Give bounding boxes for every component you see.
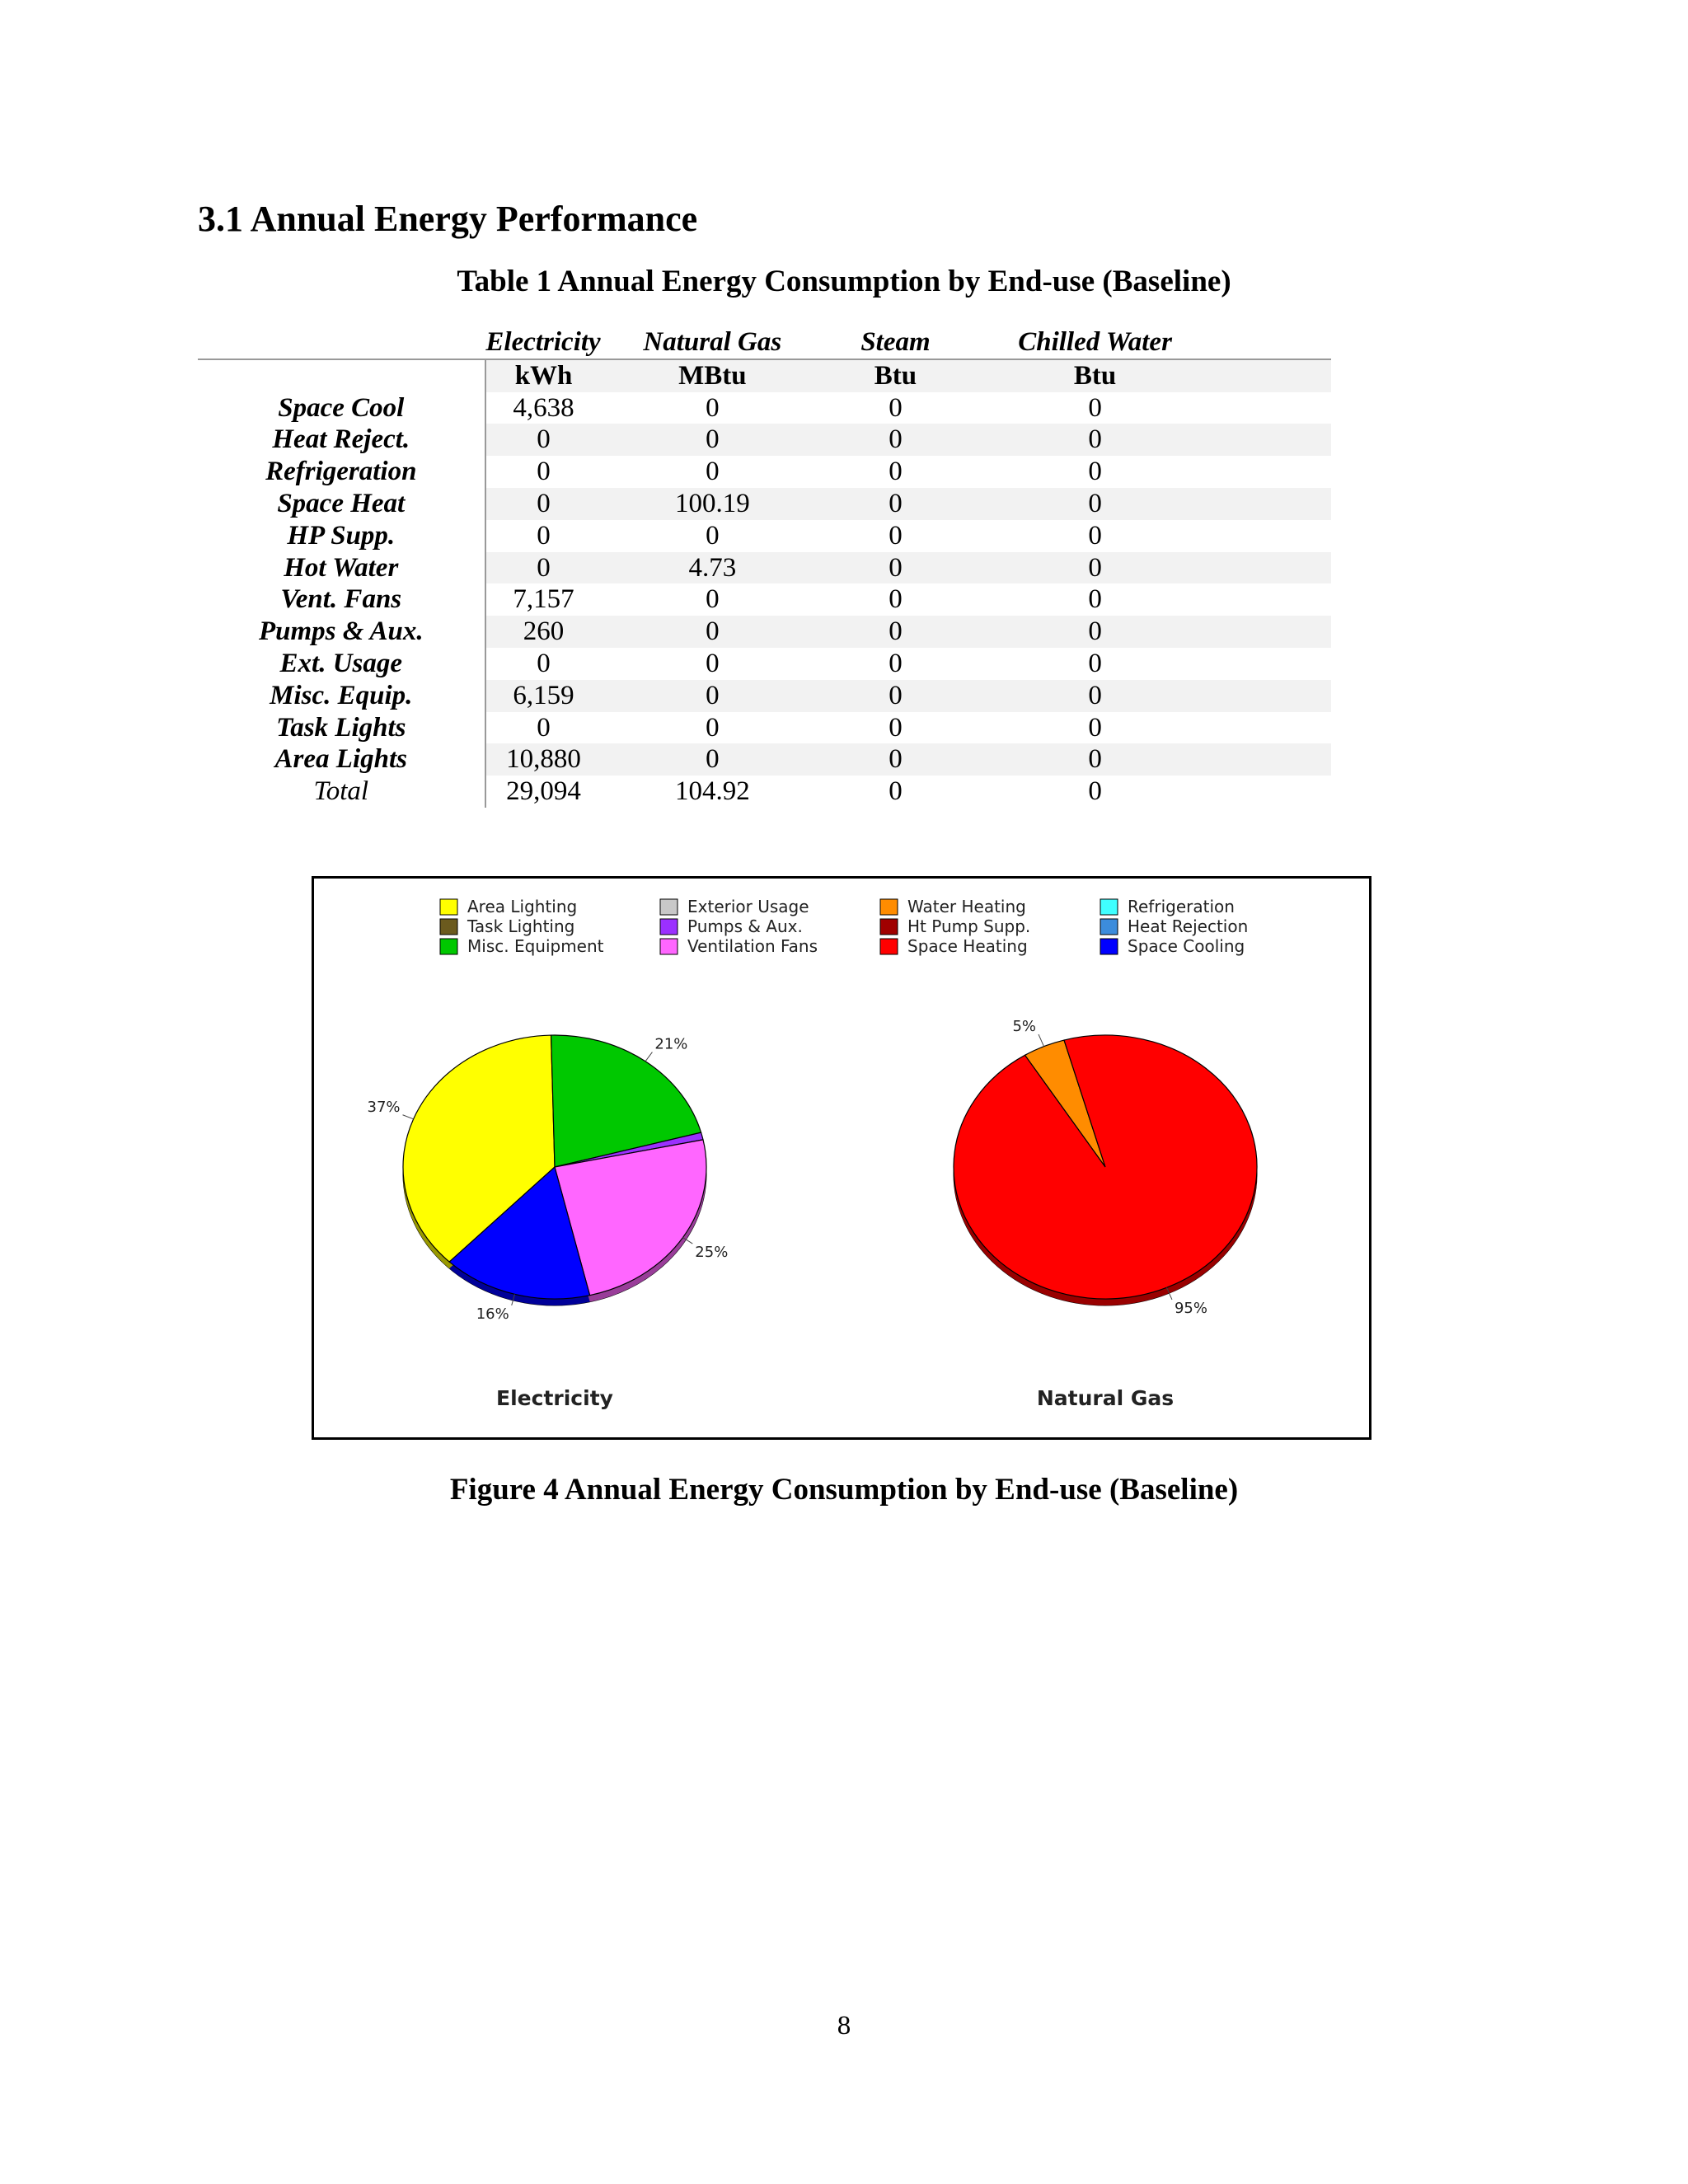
table-row <box>198 424 1331 456</box>
row-label: Misc. Equip. <box>198 680 485 712</box>
table-cell: 0 <box>968 424 1222 456</box>
chart-title-natural-gas: Natural Gas <box>1036 1386 1175 1410</box>
table-cell: 7,157 <box>513 584 574 615</box>
figure-charts <box>314 879 1369 1437</box>
pie-label: 16% <box>476 1305 509 1323</box>
table-cell: 0 <box>1088 584 1102 615</box>
table-cell: 260 <box>485 616 602 648</box>
row-label: Hot Water <box>198 552 485 584</box>
table-row <box>198 552 1331 584</box>
table-cell: 0 <box>823 488 968 520</box>
table-cell: 0 <box>602 680 824 712</box>
legend-swatch <box>1100 919 1118 935</box>
table-cell-spacer <box>1222 456 1331 488</box>
chart-title-electricity: Electricity <box>496 1386 613 1410</box>
row-label: Area Lights <box>198 743 485 776</box>
pie-label-leader <box>1039 1034 1043 1047</box>
table-row <box>198 616 1331 648</box>
legend-label: Area Lighting <box>467 897 578 916</box>
table-row <box>198 520 1331 552</box>
table-cell: 0 <box>968 488 1222 520</box>
table-cell: 29,094 <box>506 776 581 807</box>
table-row <box>198 743 1331 776</box>
table-cell: 0 <box>485 552 602 584</box>
table-cell: 0 <box>706 392 720 423</box>
table-cell: 0 <box>968 616 1222 648</box>
table-cell: 0 <box>706 457 720 487</box>
table-body <box>198 392 1331 808</box>
legend-swatch <box>880 919 898 935</box>
row-label: Task Lights <box>198 712 485 744</box>
table-row <box>198 583 1331 616</box>
table-title: Table 1 Annual Energy Consumption by End-use (Baseline) <box>457 265 1231 298</box>
table-cell: 0 <box>1088 776 1102 807</box>
table-cell: 0 <box>968 743 1222 776</box>
table-unit-spacer <box>1222 359 1331 392</box>
table-cell: 4,638 <box>513 392 574 423</box>
table-cell: 0 <box>889 776 903 807</box>
table-cell-spacer <box>1222 712 1331 744</box>
table-header-row <box>198 326 1331 359</box>
table-cell: 0 <box>1088 520 1102 551</box>
table-cell-spacer <box>1222 488 1331 520</box>
pie-label-leader <box>403 1115 414 1119</box>
table-cell: 0 <box>889 392 903 423</box>
legend-label: Pumps & Aux. <box>687 916 803 936</box>
table-cell-spacer <box>1222 680 1331 712</box>
table-cell: 0 <box>968 680 1222 712</box>
table-cell: 6,159 <box>485 680 602 712</box>
table-header-natural-gas: Natural Gas <box>602 326 824 359</box>
figure-box <box>312 876 1372 1440</box>
table-header-steam: Steam <box>823 326 968 359</box>
pie-label: 21% <box>654 1035 688 1053</box>
table-units-row <box>198 359 1331 392</box>
table-row <box>198 680 1331 712</box>
legend-swatch <box>440 939 457 954</box>
section-heading: 3.1 Annual Energy Performance <box>198 199 698 239</box>
table-cell-spacer <box>1222 743 1331 776</box>
table-cell: 0 <box>537 457 551 487</box>
table-cell: 0 <box>889 648 903 678</box>
row-label: Space Cool <box>198 392 485 424</box>
table-cell: 0 <box>823 680 968 712</box>
table-cell: 0 <box>1088 392 1102 423</box>
table-cell: 0 <box>602 743 824 776</box>
table-cell: 100.19 <box>602 488 824 520</box>
table-cell: 0 <box>823 616 968 648</box>
table-cell: 0 <box>537 648 551 678</box>
page-number: 8 <box>837 2011 851 2041</box>
table-row <box>198 488 1331 520</box>
legend-label: Exterior Usage <box>687 897 809 916</box>
table-cell: 0 <box>706 712 720 743</box>
row-label: Space Heat <box>198 488 485 520</box>
pie-chart-natural-gas <box>954 1018 1257 1317</box>
legend-swatch <box>880 899 898 915</box>
table-unit-electricity: kWh <box>485 359 602 392</box>
legend-swatch <box>1100 899 1118 915</box>
row-label: HP Supp. <box>198 520 485 552</box>
legend-swatch <box>880 939 898 954</box>
row-label: Refrigeration <box>198 456 485 488</box>
table-cell: 0 <box>602 424 824 456</box>
table-cell: 0 <box>889 712 903 743</box>
pie-slice <box>954 1035 1257 1299</box>
table-cell: 0 <box>1088 712 1102 743</box>
pie-label: 95% <box>1174 1299 1207 1317</box>
legend-label: Misc. Equipment <box>467 936 604 956</box>
figure-caption: Figure 4 Annual Energy Consumption by End-use (Baseline) <box>449 1473 1239 1507</box>
table-cell-spacer <box>1222 424 1331 456</box>
pie-chart-electricity <box>368 1035 729 1323</box>
table-header-spacer <box>1222 326 1331 359</box>
table-cell: 0 <box>889 520 903 551</box>
row-label: Vent. Fans <box>198 583 485 616</box>
legend-label: Refrigeration <box>1128 897 1235 916</box>
pie-label: 25% <box>695 1244 729 1262</box>
pie-label: 37% <box>367 1098 401 1116</box>
table-cell-spacer <box>1222 520 1331 552</box>
pie-label-leader <box>645 1052 652 1062</box>
table-cell-spacer <box>1222 776 1331 808</box>
table-cell: 0 <box>485 488 602 520</box>
legend-label: Space Cooling <box>1128 936 1245 956</box>
table-total-row <box>198 776 1331 808</box>
table-header-chilled-water: Chilled Water <box>968 326 1222 359</box>
table-row <box>198 392 1331 424</box>
table-row <box>198 712 1331 744</box>
legend-label: Ht Pump Supp. <box>907 916 1031 936</box>
pie-label: 5% <box>1012 1018 1037 1036</box>
table-cell-spacer <box>1222 583 1331 616</box>
legend-swatch <box>440 899 457 915</box>
table-header-empty <box>198 326 485 359</box>
table-header-electricity: Electricity <box>485 326 602 359</box>
legend-swatch <box>440 919 457 935</box>
table-cell: 0 <box>968 552 1222 584</box>
legend-label: Task Lighting <box>467 916 575 936</box>
table-units-empty <box>198 359 485 392</box>
legend-swatch <box>1100 939 1118 954</box>
row-label: Ext. Usage <box>198 648 485 680</box>
table-cell: 0 <box>537 712 551 743</box>
legend-label: Space Heating <box>907 936 1028 956</box>
table-row <box>198 648 1331 680</box>
legend-label: Ventilation Fans <box>687 936 818 956</box>
table-cell: 0 <box>706 648 720 678</box>
table-cell: 0 <box>485 424 602 456</box>
table-cell: 0 <box>1088 648 1102 678</box>
table-cell: 0 <box>889 584 903 615</box>
table-cell: 104.92 <box>674 776 750 807</box>
legend-label: Water Heating <box>907 897 1026 916</box>
table-cell: 0 <box>823 552 968 584</box>
table-cell: 0 <box>706 520 720 551</box>
table-cell: 4.73 <box>602 552 824 584</box>
legend-swatch <box>660 919 678 935</box>
table-cell: 0 <box>1088 457 1102 487</box>
row-label: Total <box>198 776 485 808</box>
legend <box>440 897 1248 956</box>
table-unit-steam: Btu <box>823 359 968 392</box>
legend-swatch <box>660 899 678 915</box>
legend-swatch <box>660 939 678 954</box>
energy-table <box>198 326 1331 808</box>
table-cell-spacer <box>1222 648 1331 680</box>
table-unit-chilled-water: Btu <box>968 359 1222 392</box>
table-row <box>198 456 1331 488</box>
table-cell: 0 <box>889 457 903 487</box>
table-cell: 0 <box>823 424 968 456</box>
legend-label: Heat Rejection <box>1128 916 1249 936</box>
table-cell: 0 <box>706 584 720 615</box>
table-cell: 0 <box>537 520 551 551</box>
row-label: Pumps & Aux. <box>198 616 485 648</box>
table-cell: 0 <box>823 743 968 776</box>
table-cell-spacer <box>1222 392 1331 424</box>
row-label: Heat Reject. <box>198 424 485 456</box>
table-unit-natural-gas: MBtu <box>602 359 824 392</box>
table-cell-spacer <box>1222 616 1331 648</box>
table-cell: 10,880 <box>485 743 602 776</box>
table-cell-spacer <box>1222 552 1331 584</box>
table-cell: 0 <box>602 616 824 648</box>
